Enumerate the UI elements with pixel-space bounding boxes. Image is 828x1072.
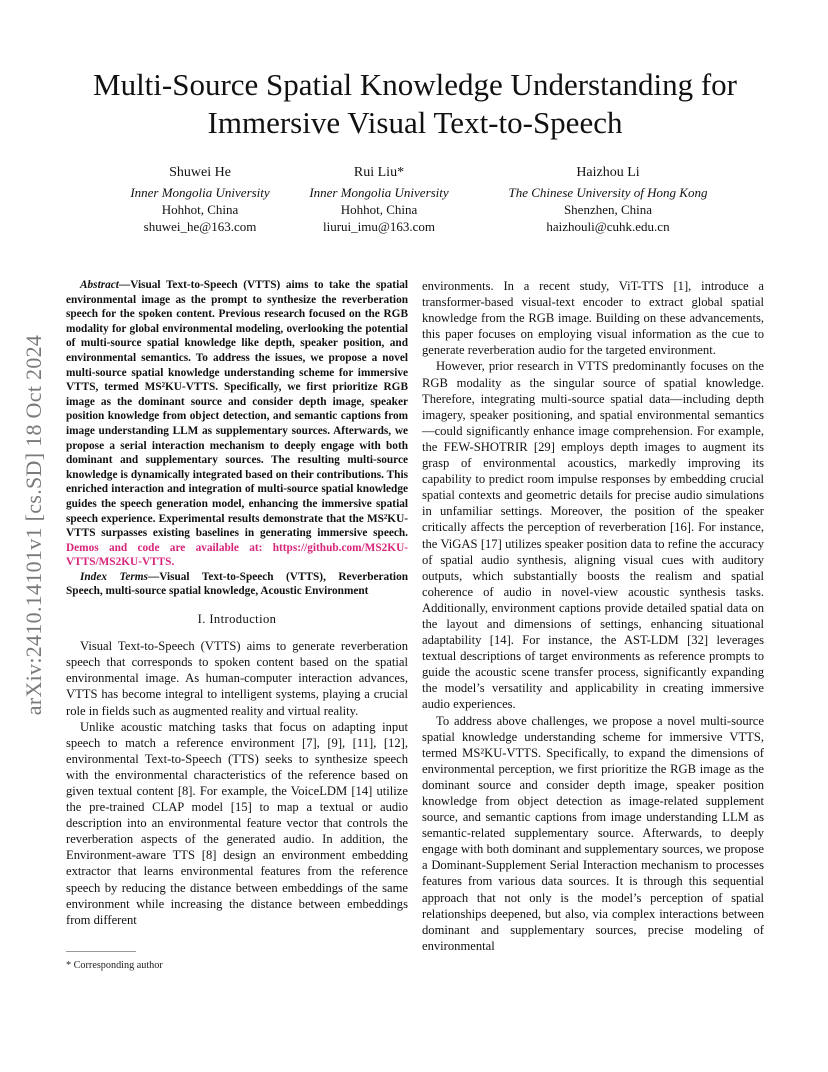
author-block-3 <box>493 164 723 235</box>
author-name: Rui Liu* <box>353 165 405 180</box>
paragraph: Visual Text-to-Speech (VTTS) aims to generate reverberation speech that corresponds to spoken content based on the spatial environmental image. As human-computer interaction advances, VTTS has become integral to intelligent systems, playing a crucial role in fields such as augmented reality and virtual reality. <box>66 639 408 718</box>
author-email: liurui_imu@163.com <box>323 219 435 234</box>
paragraph: However, prior research in VTTS predominantly focuses on the RGB modality as the singular source of spatial knowledge. Therefore, integrating multi-source spatial data—including depth imagery, speaker positioning, and spatial environmental semantics—could significantly enhance image comprehension. For example, the FEW-SHOTRIR [29] employs depth images to augment its grasp of environmental acoustics, markedly improving its capability to predict room impulse responses by embedding crucial spatial contexts and geometric details for precise audio simulations in unfamiliar settings. Moreover, the position of the speaker critically affects the perception of reverberation [16]. For instance, the ViGAS [17] utilizes speaker position data to refine the accuracy of spatial audio synthesis, aligning visual cues with auditory outputs, which substantially boosts the realism and spatial coherence of audio in novel-view acoustic synthesis tasks. Additionally, environment captions provide detailed spatial data on the layout and dimensions of settings, enhancing situational adaptability [14]. For instance, the AST-LDM [32] leverages textual descriptions of target environments as reference prompts to guide the acoustic scene transfer process, significantly expanding the model’s versatility and applicability in creating immersive audio experiences. <box>422 359 764 712</box>
abstract <box>66 278 408 570</box>
author-affiliation: Inner Mongolia University <box>309 185 449 200</box>
paper-title <box>60 66 770 142</box>
index-terms-text: —Visual Text-to-Speech (VTTS), Reverberation Speech, multi-source spatial knowledge, Acoustic Environment <box>66 570 408 598</box>
author-block-2 <box>264 164 494 235</box>
footnote-rule <box>66 951 136 952</box>
title-line-1: Multi-Source Spatial Knowledge Understanding for <box>93 67 737 102</box>
abstract-text: —Visual Text-to-Speech (VTTS) aims to take the spatial environmental image as the prompt to synthesize the reverberation speech for the spoken content. Previous research focused on the RGB modality for global environmental modeling, overlooking the potential of multi-source spatial knowledge like depth, speaker position, and environmental semantics. To address the issues, we propose a novel multi-source spatial knowledge understanding scheme for immersive VTTS, termed MS²KU-VTTS. Specifically, we first prioritize RGB image as the dominant source and consider depth image, speaker position knowledge from object detection, and semantic captions from image understanding LLM as supplementary sources. Afterwards, we propose a serial interaction mechanism to deeply engage with both dominant and supplementary sources. The resulting multi-source knowledge is dynamically integrated based on their contributions. This enriched interaction and integration of multi-source spatial knowledge guides the speech generation model, enhancing the immersive spatial speech experience. Experimental results demonstrate that the MS²KU-VTTS surpasses existing baselines in generating immersive speech. <box>66 279 408 540</box>
arxiv-identifier-text: arXiv:2410.14101v1 [cs.SD] 18 Oct 2024 <box>21 334 46 716</box>
right-column <box>422 278 764 954</box>
author-location: Hohhot, China <box>161 202 239 217</box>
author-email: shuwei_he@163.com <box>143 219 257 234</box>
author-location: Shenzhen, China <box>563 202 653 217</box>
paragraph: To address above challenges, we propose a novel multi-source spatial knowledge understanding scheme for immersive VTTS, termed MS²KU-VTTS. Specifically, to expand the dimensions of environmental perception, we first prioritize the RGB image as the dominant source and consider depth image, speaker position knowledge from object detection as image-related supplement source, and semantic captions from image understanding LLM as semantic-related supplementary source. Afterwards, to deeply engage with both dominant and supplementary sources, we propose a Dominant-Supplement Serial Interaction mechanism to processes features from various data sources. It is through this sequential approach that not only is the model’s perception of spatial relationships deepened, but also, via complex interactions between dominant and supplementary sources, precise modeling of environmental <box>422 713 764 953</box>
author-email: haizhouli@cuhk.edu.cn <box>546 219 670 234</box>
author-affiliation: The Chinese University of Hong Kong <box>508 185 708 200</box>
author-name: Shuwei He <box>169 165 231 180</box>
demo-link[interactable]: Demos and code are available at: https://github.com/MS2KU-VTTS/MS2KU-VTTS. <box>66 541 408 569</box>
section-heading-introduction: I. Introduction <box>197 612 277 627</box>
title-line-2: Immersive Visual Text-to-Speech <box>207 105 623 140</box>
index-terms <box>66 570 408 599</box>
author-location: Hohhot, China <box>340 202 418 217</box>
arxiv-identifier <box>20 290 48 760</box>
abstract-label: Abstract <box>80 279 119 291</box>
left-column <box>66 278 408 928</box>
paragraph: environments. In a recent study, ViT-TTS [1], introduce a transformer-based visual-text encoder to extract global spatial knowledge from the RGB image. Building on these advancements, this paper focuses on employing visual information as the cue to generate reverberation audio for the targeted environment. <box>422 279 764 358</box>
author-affiliation: Inner Mongolia University <box>130 185 270 200</box>
footnote: * Corresponding author <box>66 960 163 971</box>
author-name: Haizhou Li <box>576 165 640 180</box>
paragraph: Unlike acoustic matching tasks that focus on adapting input speech to match a reference environment [7], [9], [11], [12], environmental Text-to-Speech (TTS) seeks to synthesize speech with the environmental characteristics of the reference based on given textual content [8]. For example, the VoiceLDM [14] utilize the pre-trained CLAP model [15] to map a textual or audio description into an environmental feature vector that controls the reverberation aspects of the generated audio. In addition, the Environment-aware TTS [8] design an environment embedding extractor that learns environmental features from the reference speech by reducing the distance between embeddings of the same environment while increasing the distance between embeddings from different <box>66 719 408 927</box>
index-terms-label: Index Terms <box>80 570 148 583</box>
